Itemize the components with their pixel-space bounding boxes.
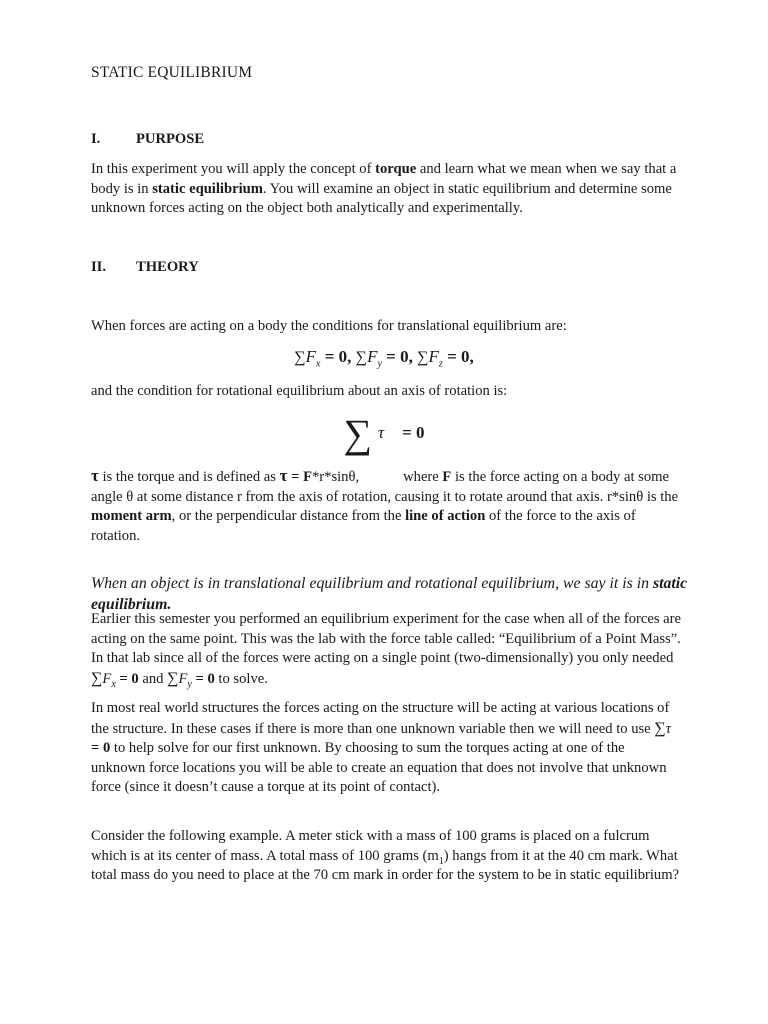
text-run: . You will examine an object in static equilibrium and determine some unknown forces acting on the object both analytically and experimentally. — [91, 180, 672, 217]
equals-zero: = 0 — [91, 740, 111, 757]
section-heading-purpose — [91, 131, 204, 148]
formula: = F — [287, 469, 312, 485]
text-run: is the force acting on a body at some angle θ at some distance r from the axis of rotation, causing it to rotate around that axis. — [91, 469, 669, 505]
static-equilibrium-callout — [91, 573, 691, 615]
subscript: x — [111, 678, 116, 690]
text-run: and learn what we mean when we say that a body is in — [91, 161, 677, 197]
force-symbol: F — [178, 670, 188, 687]
text-run: to solve. — [214, 670, 268, 687]
text-run: When an object is in translational equilibrium and rotational equilibrium, we say it is in — [91, 574, 653, 592]
text-run: ) hangs from it at the 40 cm mark. What total mass do you need to place at the 70 cm mark in order for the system to be in static equilibrium? — [91, 847, 680, 884]
text-run: and — [138, 670, 168, 687]
section-number: I. — [91, 131, 101, 147]
text-run: is the torque and is defined as — [98, 469, 280, 485]
equals-zero: = 0, — [381, 347, 418, 366]
equals-zero: = 0, — [442, 347, 474, 366]
equals-zero: = 0, — [320, 347, 356, 366]
purpose-paragraph — [91, 160, 681, 219]
document-title: STATIC EQUILIBRIUM — [91, 64, 253, 81]
text-run: , or the perpendicular distance from the — [171, 508, 406, 525]
text-run: Earlier this semester you performed an equilibrium experiment for the case when all of the forces are acting on the same point. This was the lab with the force table called: “Equilibrium of a Point Mass”. In that lab since all of the forces were acting on a single point (two-dimensionally) you only needed — [91, 611, 681, 667]
force-symbol: F — [102, 670, 112, 687]
force-symbol: F — [305, 347, 317, 366]
section-title: THEORY — [136, 259, 199, 275]
force-symbol: F — [428, 347, 439, 366]
text-run: of the force to the axis of rotation. — [91, 508, 636, 544]
example-paragraph — [91, 827, 681, 886]
text-run: In this experiment you will apply the concept of — [91, 161, 376, 177]
rotational-intro: and the condition for rotational equilibrium about an axis of rotation is: — [91, 383, 508, 399]
subscript: y — [377, 358, 382, 370]
bold-term: static equilibrium. — [91, 574, 688, 613]
equals-zero: = 0 — [402, 423, 425, 442]
subscript: z — [438, 358, 443, 370]
sum-symbol: ∑ — [355, 349, 368, 366]
rotational-equilibrium-equation — [0, 410, 768, 457]
text-run: to help solve for our first unknown. By choosing to sum the torques acting at one of the unknown force locations you will be able to create an equation that does not involve that unknown force (since it doesn’t cause a torque at its point of contact). — [91, 740, 667, 796]
earlier-experiment-paragraph — [91, 610, 681, 689]
translational-equilibrium-equation — [0, 347, 768, 370]
tau-symbol: τ — [91, 466, 99, 485]
sum-symbol: ∑ — [91, 669, 103, 687]
force-symbol: F — [367, 347, 378, 366]
tau-symbol: τ — [665, 720, 671, 737]
subscript: 1 — [438, 855, 444, 867]
subscript: x — [316, 358, 321, 370]
sum-symbol: ∑ — [343, 411, 372, 456]
text-run: Consider the following example. A meter stick with a mass of 100 grams is placed on a fulcrum which is at its center of mass. A total mass of 100 grams (m — [91, 828, 650, 864]
sum-symbol: ∑ — [167, 669, 179, 687]
theory-intro: When forces are acting on a body the conditions for translational equilibrium are: — [91, 318, 567, 334]
torque-definition — [91, 466, 681, 546]
real-world-paragraph — [91, 699, 681, 798]
tau-symbol: τ — [377, 423, 385, 442]
bold-term: static equilibrium — [152, 180, 263, 197]
sum-symbol: ∑ — [294, 349, 306, 366]
text-run: In most real world structures the forces acting on the structure will be acting at various locations of the structure. In these cases if there is more than one unknown variable then we will need to use — [91, 700, 670, 737]
section-title: PURPOSE — [136, 131, 205, 147]
force-symbol: F — [442, 469, 452, 485]
equals-zero: = 0 — [115, 670, 139, 687]
sum-symbol: ∑ — [417, 349, 429, 366]
sum-symbol: ∑ — [654, 719, 666, 737]
bold-term: moment arm — [91, 508, 172, 525]
text-run: *r*sinθ, — [311, 469, 360, 485]
subscript: y — [187, 678, 192, 690]
bold-term: torque — [375, 161, 417, 177]
text-run: where — [403, 469, 443, 485]
equals-zero: = 0 — [191, 670, 215, 687]
tau-symbol: τ — [279, 466, 288, 485]
bold-term: line of action — [405, 508, 486, 525]
section-heading-theory — [91, 259, 199, 276]
section-number: II. — [91, 259, 107, 275]
text-run: r*sinθ is the — [607, 488, 679, 505]
